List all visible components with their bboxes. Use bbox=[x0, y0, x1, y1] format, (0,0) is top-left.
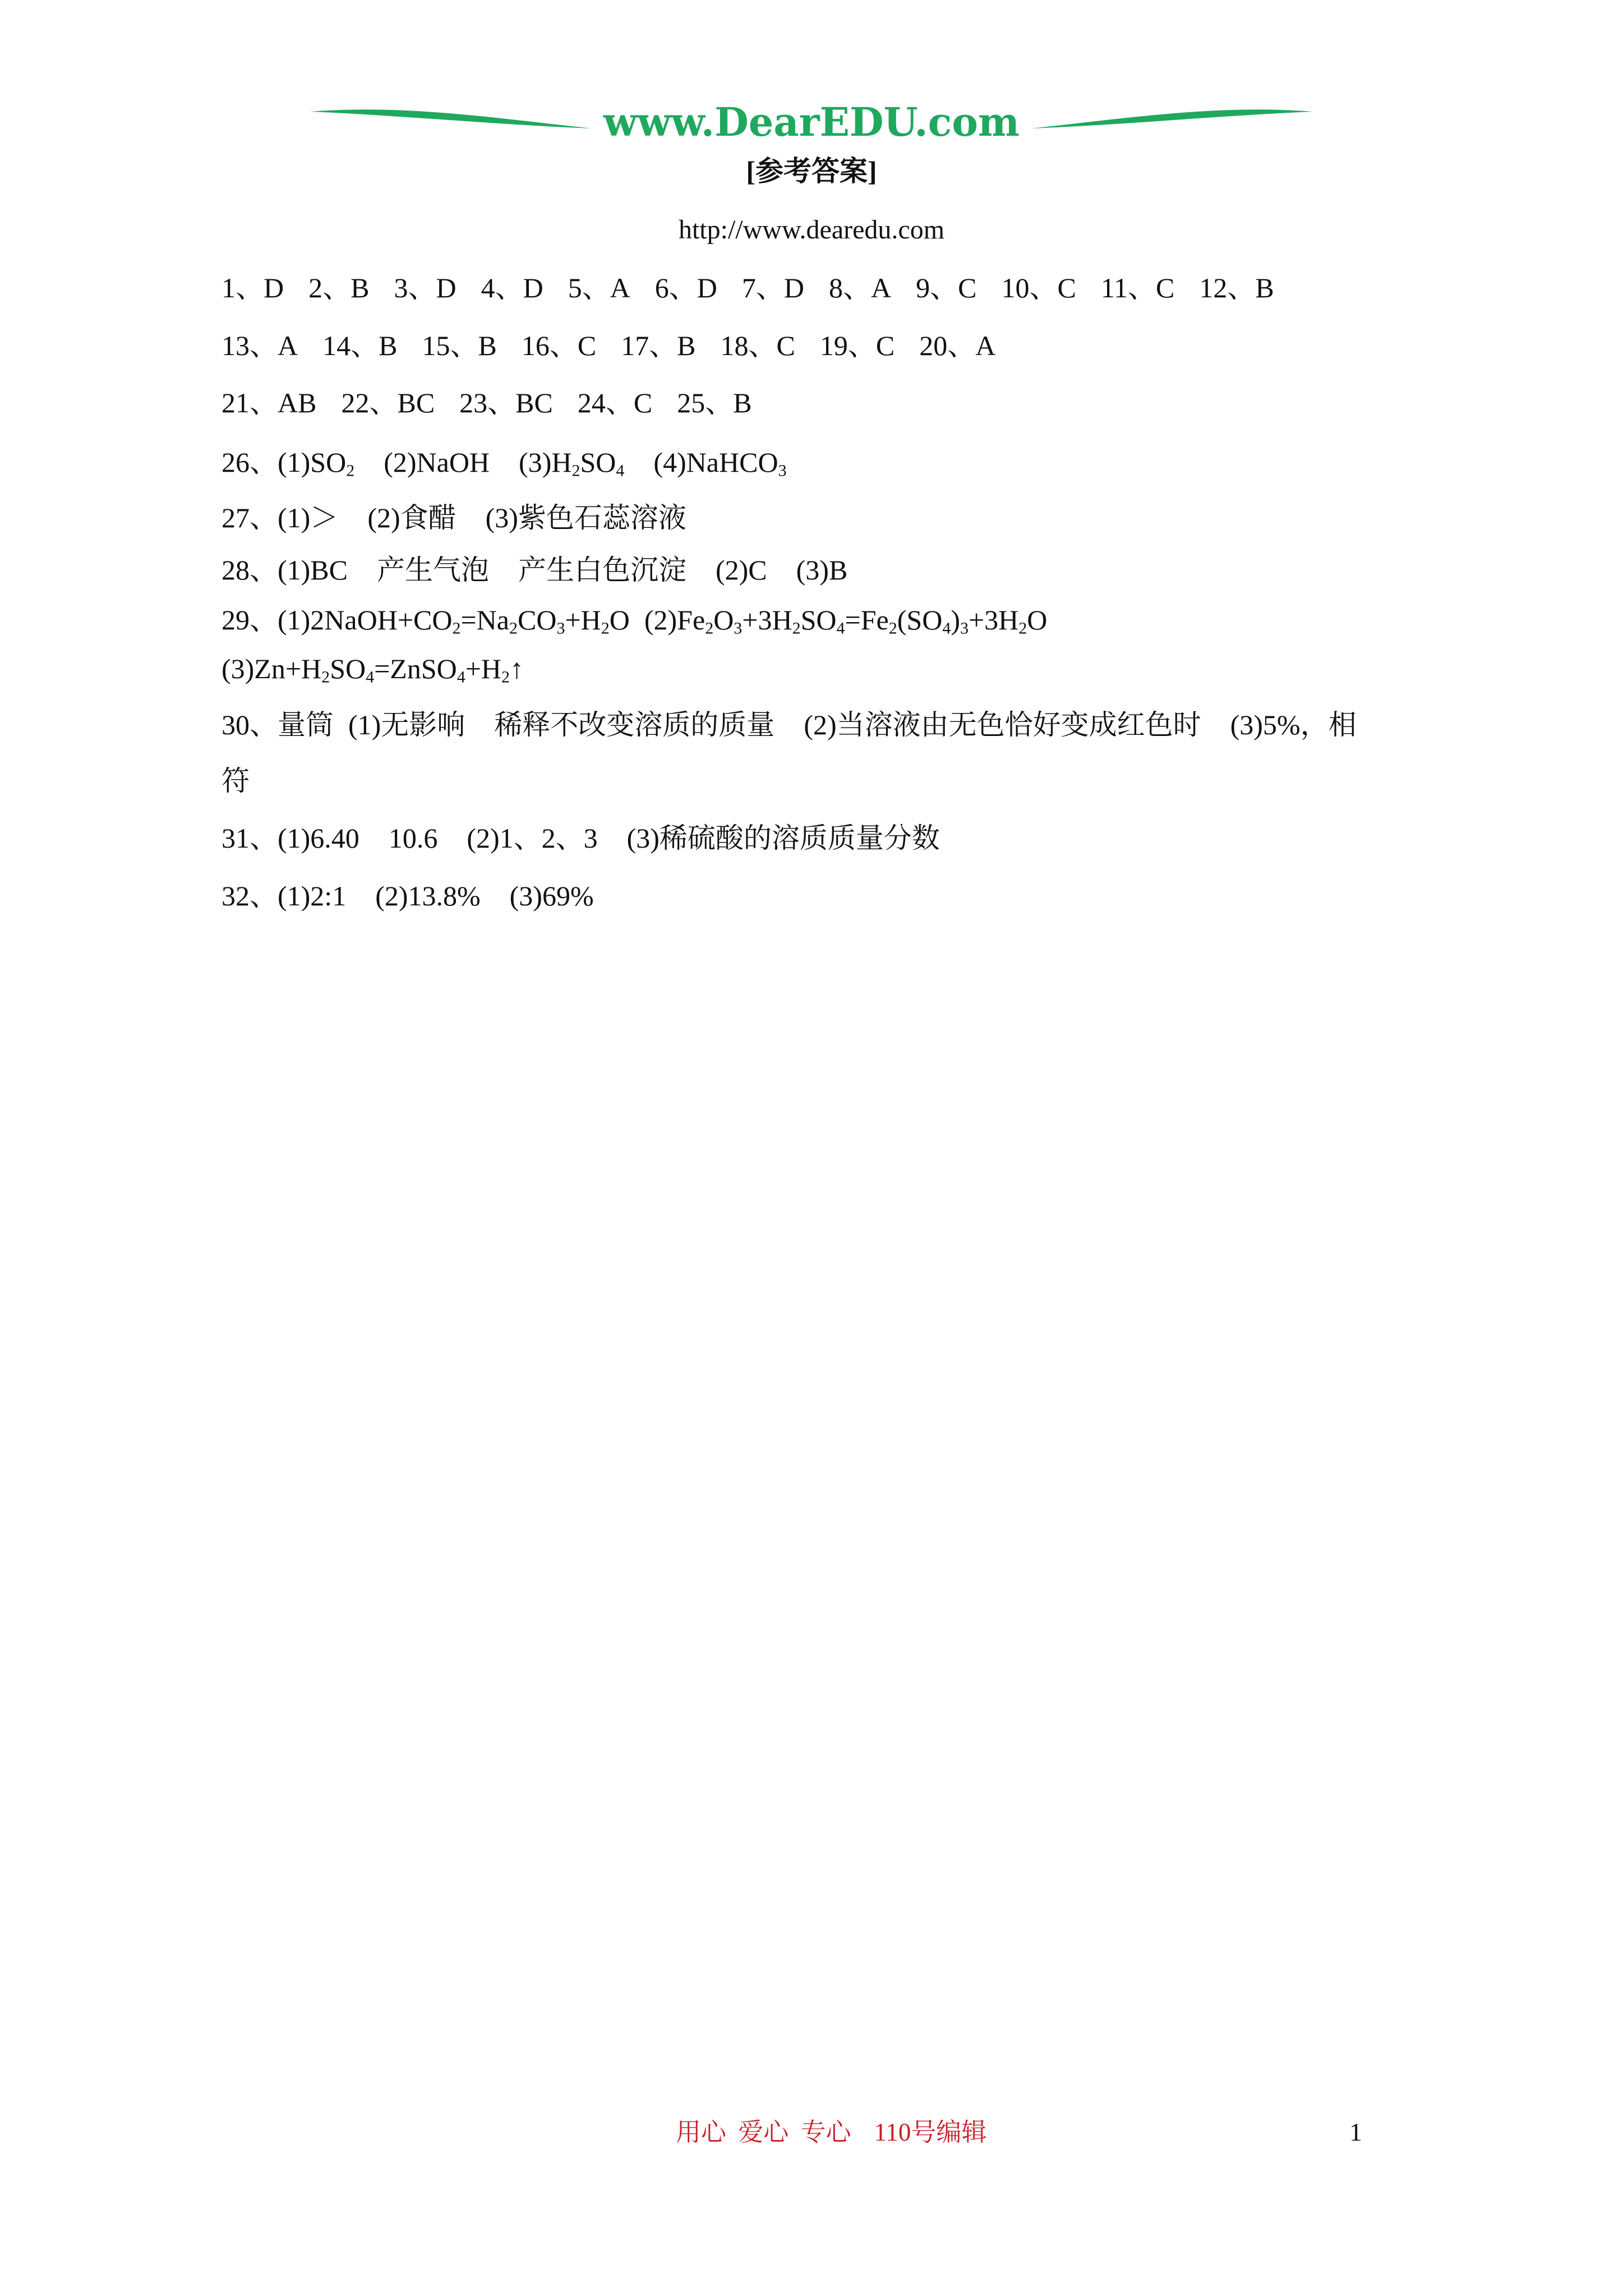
answer-part: 稀释不改变溶质的质量 bbox=[494, 709, 775, 740]
formula-subscript: 3 bbox=[556, 619, 565, 638]
answer-part: (3)69% bbox=[509, 880, 594, 912]
answer-item: 13、A bbox=[222, 330, 298, 361]
formula-text: (3)Zn+H bbox=[222, 653, 322, 684]
answer-line-32 bbox=[222, 876, 594, 915]
site-logo: www.DearEDU.com bbox=[603, 99, 1020, 145]
formula-subscript: 2 bbox=[571, 461, 580, 480]
formula-text: SO bbox=[580, 447, 616, 478]
page-title: [参考答案] bbox=[746, 155, 877, 187]
formula-subscript: 2 bbox=[1018, 619, 1027, 638]
chemical-equation bbox=[222, 649, 524, 688]
formula-text: (2)Fe bbox=[644, 604, 706, 636]
answer-item: 16、C bbox=[521, 330, 597, 361]
formula-text: =ZnSO bbox=[374, 653, 457, 684]
formula-subscript: 4 bbox=[942, 619, 951, 638]
answer-part: 27、(1)＞ bbox=[222, 502, 339, 533]
formula-text: =Na bbox=[460, 604, 509, 636]
chemical-formula bbox=[653, 443, 786, 482]
chemical-equation bbox=[222, 600, 630, 639]
answer-item: 24、C bbox=[577, 387, 653, 418]
answer-part: (2)C bbox=[716, 554, 767, 586]
formula-text: (4)NaHCO bbox=[653, 447, 778, 478]
formula-text: ) bbox=[951, 604, 960, 636]
answer-item: 12、B bbox=[1199, 272, 1274, 303]
answer-item: 22、BC bbox=[341, 387, 435, 418]
answer-item: 5、A bbox=[568, 272, 630, 303]
formula-text: +H bbox=[465, 653, 502, 684]
formula-text: CO bbox=[517, 604, 557, 636]
answer-part: 产生气泡 bbox=[377, 554, 489, 586]
answer-item: 7、D bbox=[741, 272, 805, 303]
answer-part: (3)紫色石蕊溶液 bbox=[485, 502, 686, 533]
answer-item: 2、B bbox=[308, 272, 370, 303]
answer-part: (1)无影响 bbox=[348, 709, 465, 740]
answer-part: (3)5%，相 bbox=[1230, 709, 1357, 740]
answer-part: 28、(1)BC bbox=[222, 554, 348, 586]
answer-part: 30、量筒 bbox=[222, 709, 334, 740]
formula-subscript: 3 bbox=[960, 619, 969, 638]
answer-item: 11、C bbox=[1100, 272, 1175, 303]
answer-line-26 bbox=[222, 443, 787, 482]
answer-item: 19、C bbox=[819, 330, 895, 361]
answer-row-1-12 bbox=[222, 268, 1274, 307]
answer-item: 8、A bbox=[829, 272, 892, 303]
formula-text: 26、(1)SO bbox=[222, 447, 347, 478]
formula-subscript: 2 bbox=[321, 668, 330, 687]
formula-text: 29、(1)2NaOH+CO bbox=[222, 604, 453, 636]
formula-subscript: 4 bbox=[616, 461, 625, 480]
answer-item: 21、AB bbox=[222, 387, 317, 418]
formula-text: +3H bbox=[742, 604, 792, 636]
formula-subscript: 2 bbox=[346, 461, 355, 480]
formula-text: O bbox=[713, 604, 734, 636]
formula-subscript: 2 bbox=[452, 619, 461, 638]
answer-item: 4、D bbox=[481, 272, 543, 303]
answer-part: (3)B bbox=[796, 554, 848, 586]
formula-text: ↑ bbox=[510, 653, 524, 684]
answer-part: (3)稀硫酸的溶质质量分数 bbox=[626, 822, 940, 854]
footer-editor: 110号编辑 bbox=[874, 2118, 987, 2146]
formula-text: (3)H bbox=[519, 447, 572, 478]
answer-item: 9、C bbox=[916, 272, 977, 303]
answer-line-27 bbox=[222, 498, 686, 537]
answer-line-30-continued bbox=[222, 761, 250, 800]
formula-text: +H bbox=[565, 604, 601, 636]
formula-subscript: 2 bbox=[509, 619, 518, 638]
site-url: http://www.dearedu.com bbox=[678, 215, 945, 245]
answer-part: 产生白色沉淀 bbox=[518, 554, 686, 586]
formula-subscript: 2 bbox=[501, 668, 510, 687]
formula-text: O bbox=[609, 604, 630, 636]
answer-part: (2)食醋 bbox=[367, 502, 457, 533]
formula-text: SO bbox=[330, 653, 366, 684]
answer-part: 符 bbox=[222, 765, 250, 797]
formula-text: =Fe bbox=[845, 604, 889, 636]
answer-part: (2)1、2、3 bbox=[467, 822, 598, 854]
formula-text: +3H bbox=[968, 604, 1019, 636]
chemical-formula bbox=[222, 443, 354, 482]
answer-item: 25、B bbox=[677, 387, 752, 418]
formula-subscript: 2 bbox=[792, 619, 801, 638]
answer-part: (2)当溶液由无色恰好变成红色时 bbox=[804, 709, 1201, 740]
answer-item: 1、D bbox=[222, 272, 284, 303]
answer-line-29 bbox=[222, 600, 1047, 639]
answer-line-29-continued bbox=[222, 649, 524, 688]
answer-item: 20、A bbox=[919, 330, 996, 361]
answer-item: 14、B bbox=[322, 330, 398, 361]
formula-subscript: 3 bbox=[778, 461, 787, 480]
formula-subscript: 4 bbox=[836, 619, 845, 638]
answer-item: 10、C bbox=[1001, 272, 1076, 303]
answer-item: 6、D bbox=[654, 272, 717, 303]
formula-subscript: 2 bbox=[888, 619, 897, 638]
formula-text: O bbox=[1027, 604, 1048, 636]
formula-subscript: 4 bbox=[457, 668, 465, 687]
formula-subscript: 2 bbox=[601, 619, 610, 638]
answer-line-30 bbox=[222, 705, 1357, 744]
formula-text: (SO bbox=[897, 604, 943, 636]
answer-row-13-20 bbox=[222, 326, 995, 365]
page-footer bbox=[676, 2113, 986, 2152]
formula-subscript: 2 bbox=[705, 619, 714, 638]
answer-line-31 bbox=[222, 818, 940, 858]
formula-text: SO bbox=[800, 604, 837, 636]
answer-item: 15、B bbox=[422, 330, 497, 361]
answer-item: 23、BC bbox=[459, 387, 553, 418]
answer-part: 10.6 bbox=[388, 822, 438, 854]
answer-part: (2)13.8% bbox=[375, 880, 481, 912]
answer-row-21-25 bbox=[222, 383, 752, 422]
answer-item: 18、C bbox=[720, 330, 795, 361]
answer-line-28 bbox=[222, 550, 847, 590]
formula-subscript: 4 bbox=[366, 668, 375, 687]
chemical-equation bbox=[644, 600, 1048, 639]
answer-part: 31、(1)6.40 bbox=[222, 822, 359, 854]
answer-item: 17、B bbox=[621, 330, 696, 361]
formula-subscript: 3 bbox=[734, 619, 743, 638]
chemical-formula bbox=[519, 443, 624, 482]
answer-part: (2)NaOH bbox=[384, 447, 490, 478]
footer-slogan: 用心 爱心 专心 bbox=[676, 2118, 851, 2146]
answer-item: 3、D bbox=[394, 272, 457, 303]
answer-part: 32、(1)2:1 bbox=[222, 880, 347, 912]
page-number: 1 bbox=[1349, 2118, 1362, 2146]
